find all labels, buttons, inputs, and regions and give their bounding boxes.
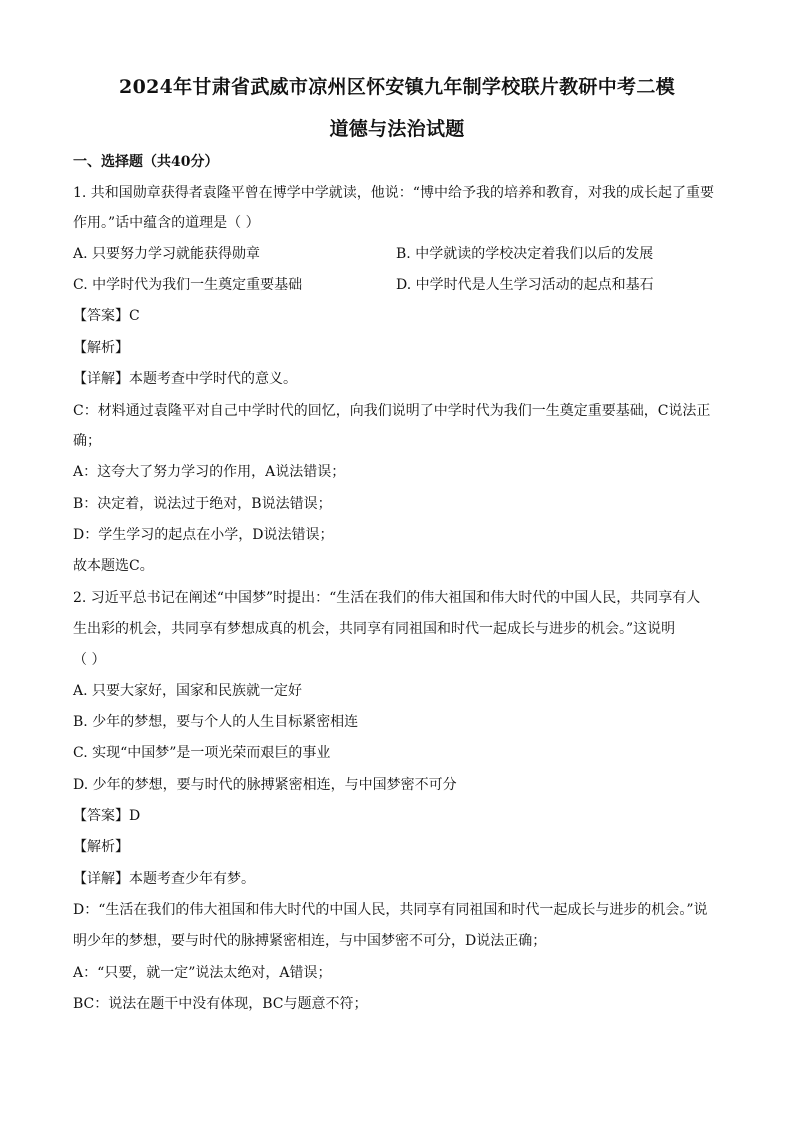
q1-conclusion: 故本题选C。 (73, 558, 154, 574)
q1-explanation-line3: A：这夸大了努力学习的作用，A说法错误； (73, 464, 346, 480)
q2-option-a: A. 只要大家好，国家和民族就一定好 (73, 683, 303, 699)
q2-option-c: C. 实现“中国梦”是一项光荣而艰巨的事业 (73, 745, 331, 761)
q1-option-b: B. 中学就读的学校决定着我们以后的发展 (396, 246, 654, 262)
q1-option-c: C. 中学时代为我们一生奠定重要基础 (73, 277, 303, 293)
q2-stem-line3: （ ） (73, 652, 106, 668)
q1-option-a: A. 只要努力学习就能获得勋章 (73, 246, 261, 262)
q2-option-b: B. 少年的梦想，要与个人的人生目标紧密相连 (73, 714, 359, 730)
q1-detail: 【详解】本题考查中学时代的意义。 (73, 371, 297, 387)
q2-stem-line2: 生出彩的机会，共同享有梦想成真的机会，共同享有同祖国和时代一起成长与进步的机会。”这说明 (73, 621, 676, 637)
exam-title: 2024年甘肃省武威市凉州区怀安镇九年制学校联片教研中考二模 (119, 76, 675, 98)
q1-answer: 【答案】C (73, 308, 140, 324)
q2-option-d: D. 少年的梦想，要与时代的脉搏紧密相连，与中国梦密不可分 (73, 777, 457, 793)
q1-explanation-line1: C：材料通过袁隆平对自己中学时代的回忆，向我们说明了中学时代为我们一生奠定重要基础，C说法正 (73, 403, 711, 419)
q2-explanation-line2: 明少年的梦想，要与时代的脉搏紧密相连，与中国梦密不可分，D说法正确； (73, 933, 547, 949)
q1-analysis-label: 【解析】 (73, 340, 129, 356)
q1-stem-line2: 作用。”话中蕴含的道理是（ ） (73, 215, 260, 231)
q2-explanation-line3: A：“只要，就一定”说法太绝对，A错误； (73, 965, 332, 981)
q1-explanation-line2: 确； (73, 433, 101, 449)
section-heading: 一、选择题（共40分） (73, 154, 219, 170)
q2-stem-line1: 2. 习近平总书记在阐述“中国梦”时提出：“生活在我们的伟大祖国和伟大时代的中国人民，共同享有人 (73, 590, 701, 606)
q2-analysis-label: 【解析】 (73, 839, 129, 855)
exam-subtitle: 道德与法治试题 (329, 118, 465, 140)
q2-explanation-line1: D：“生活在我们的伟大祖国和伟大时代的中国人民，共同享有同祖国和时代一起成长与进步的机会。”说 (73, 902, 708, 918)
q1-explanation-line4: B：决定着，说法过于绝对，B说法错误； (73, 496, 332, 512)
q1-stem-line1: 1. 共和国勋章获得者袁隆平曾在博学中学就读，他说：“博中给予我的培养和教育，对我的成长起了重要 (73, 185, 714, 201)
q2-explanation-line4: BC：说法在题干中没有体现，BC与题意不符； (73, 996, 368, 1012)
q1-option-d: D. 中学时代是人生学习活动的起点和基石 (396, 277, 654, 293)
q2-detail: 【详解】本题考查少年有梦。 (73, 871, 255, 887)
q1-explanation-line5: D：学生学习的起点在小学，D说法错误； (73, 527, 334, 543)
q2-answer: 【答案】D (73, 808, 141, 824)
